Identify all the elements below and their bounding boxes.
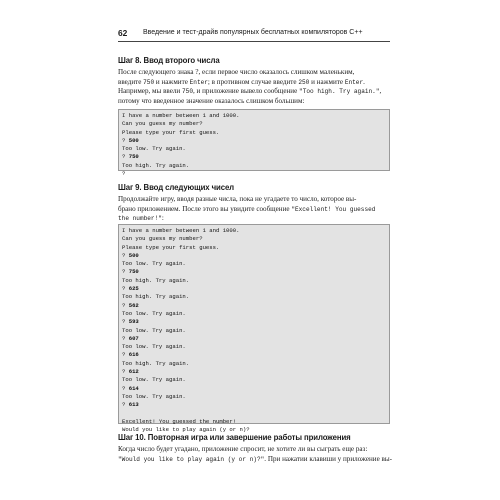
console-prompt: ? bbox=[122, 334, 129, 342]
text-line bbox=[118, 97, 390, 107]
console-prompt: ? bbox=[122, 384, 129, 392]
console-line: Can you guess my number? bbox=[122, 120, 203, 128]
console-line bbox=[122, 318, 386, 326]
console-prompt: ? bbox=[122, 153, 129, 161]
text-run: . bbox=[363, 77, 365, 86]
console-line: ? bbox=[122, 170, 126, 178]
console-line bbox=[122, 285, 386, 293]
text-line bbox=[118, 455, 390, 465]
console-prompt: ? bbox=[122, 268, 129, 276]
code-run: Enter bbox=[344, 78, 364, 86]
console-prompt: ? bbox=[122, 351, 129, 359]
text-run: введите bbox=[118, 77, 144, 86]
page-header bbox=[118, 27, 390, 42]
console-line: I have a number between 1 and 1000. bbox=[122, 227, 240, 234]
console-user-input: 612 bbox=[128, 368, 139, 376]
text-run: брано приложением. После этого вы увидите сообщение bbox=[118, 204, 292, 213]
text-run: ; в противном случае введите bbox=[207, 77, 299, 86]
text-line bbox=[118, 87, 390, 97]
console-line: Too low. Try again. bbox=[122, 326, 186, 334]
console-line: Would you like to play again (y or n)? bbox=[122, 426, 250, 434]
text-run: , и приложение вывело сообщение bbox=[192, 87, 300, 96]
console-line: Too high. Try again. bbox=[122, 359, 190, 367]
text-run: , bbox=[379, 87, 382, 96]
console-prompt: ? bbox=[122, 368, 129, 376]
text-line bbox=[118, 214, 390, 224]
console-user-input: 500 bbox=[128, 136, 139, 144]
console-line: Can you guess my number? bbox=[122, 235, 203, 243]
console-user-input: 562 bbox=[128, 301, 139, 309]
console-user-input: 750 bbox=[128, 268, 139, 276]
console-user-input: 607 bbox=[128, 334, 139, 342]
text-run: Продолжайте игру, вводя разные числа, пока не угадаете то число, которое вы- bbox=[118, 195, 357, 203]
console-line: Too high. Try again. bbox=[122, 293, 190, 301]
page-number: 62 bbox=[118, 28, 128, 38]
text-line bbox=[118, 78, 390, 88]
console-prompt: ? bbox=[122, 251, 129, 259]
text-line bbox=[118, 445, 390, 455]
text-run: : bbox=[161, 214, 164, 223]
console-line: Please type your first guess. bbox=[122, 243, 220, 251]
console-line: I have a number between 1 and 1000. bbox=[122, 112, 240, 119]
code-run: "Excellent! You guessed bbox=[291, 205, 376, 213]
console-line: Too low. Try again. bbox=[122, 145, 186, 153]
console-line bbox=[122, 153, 386, 161]
step-10-heading: Шаг 10. Повторная игра или завершение работы приложения bbox=[118, 433, 351, 442]
text-run: потому что введенное значение оказалось слишком большим: bbox=[118, 96, 305, 105]
step-8-console-output bbox=[118, 109, 390, 178]
step-8-paragraph bbox=[118, 68, 390, 106]
console-user-input: 625 bbox=[128, 285, 139, 293]
code-run: the number!" bbox=[118, 215, 162, 223]
code-run: 250 bbox=[298, 78, 310, 86]
console-line bbox=[122, 410, 386, 418]
text-run: После следующего знака ?, если первое число оказалось слишком маленьким, bbox=[118, 68, 355, 76]
step-8-heading: Шаг 8. Ввод второго числа bbox=[118, 56, 220, 65]
code-run: "Too high. Try again." bbox=[299, 88, 380, 96]
console-prompt: ? bbox=[122, 285, 129, 293]
console-line bbox=[122, 252, 386, 260]
console-user-input: 616 bbox=[128, 351, 139, 359]
console-line bbox=[122, 401, 386, 409]
code-run: 750 bbox=[143, 78, 155, 86]
console-line bbox=[122, 351, 386, 359]
console-prompt: ? bbox=[122, 136, 129, 144]
console-prompt: ? bbox=[122, 301, 129, 309]
text-run: Например, мы ввели bbox=[118, 87, 182, 96]
console-line bbox=[122, 385, 386, 393]
console-line: Too high. Try again. bbox=[122, 161, 190, 169]
text-line bbox=[118, 195, 390, 205]
console-line: Too low. Try again. bbox=[122, 343, 186, 351]
text-run: и нажмите bbox=[309, 77, 345, 86]
text-run: и нажмите bbox=[154, 77, 190, 86]
console-line bbox=[122, 335, 386, 343]
console-line: Excellent! You guessed the number! bbox=[122, 417, 237, 425]
console-line: Too high. Try again. bbox=[122, 276, 190, 284]
step-9-console-output bbox=[118, 224, 390, 434]
console-line: Too low. Try again. bbox=[122, 392, 186, 400]
console-user-input: 614 bbox=[128, 384, 139, 392]
console-line bbox=[122, 368, 386, 376]
console-line bbox=[122, 268, 386, 276]
console-prompt: ? bbox=[122, 401, 129, 409]
console-line: Too low. Try again. bbox=[122, 260, 186, 268]
text-run: Когда число будет угадано, приложение спросит, не хотите ли вы сыграть еще раз: bbox=[118, 445, 368, 453]
console-line bbox=[122, 137, 386, 145]
text-line bbox=[118, 205, 390, 215]
console-line: Please type your first guess. bbox=[122, 128, 220, 136]
console-user-input: 500 bbox=[128, 251, 139, 259]
console-line: Too low. Try again. bbox=[122, 309, 186, 317]
code-run: Enter bbox=[189, 78, 208, 86]
console-line bbox=[122, 302, 386, 310]
code-run: 750 bbox=[182, 88, 193, 96]
running-title: Введение и тест-драйв популярных бесплатных компиляторов C++ bbox=[143, 29, 363, 36]
text-run: . При нажатии клавиши y приложение вы- bbox=[264, 454, 392, 463]
console-prompt: ? bbox=[122, 318, 129, 326]
console-user-input: 750 bbox=[128, 153, 139, 161]
step-9-heading: Шаг 9. Ввод следующих чисел bbox=[118, 183, 235, 192]
step-9-paragraph bbox=[118, 195, 390, 224]
step-10-paragraph bbox=[118, 445, 390, 464]
code-run: "Would you like to play again (y or n)?" bbox=[118, 455, 265, 463]
console-user-input: 593 bbox=[128, 318, 139, 326]
console-user-input: 613 bbox=[128, 401, 139, 409]
text-line bbox=[118, 68, 390, 78]
console-line: Too low. Try again. bbox=[122, 376, 186, 384]
